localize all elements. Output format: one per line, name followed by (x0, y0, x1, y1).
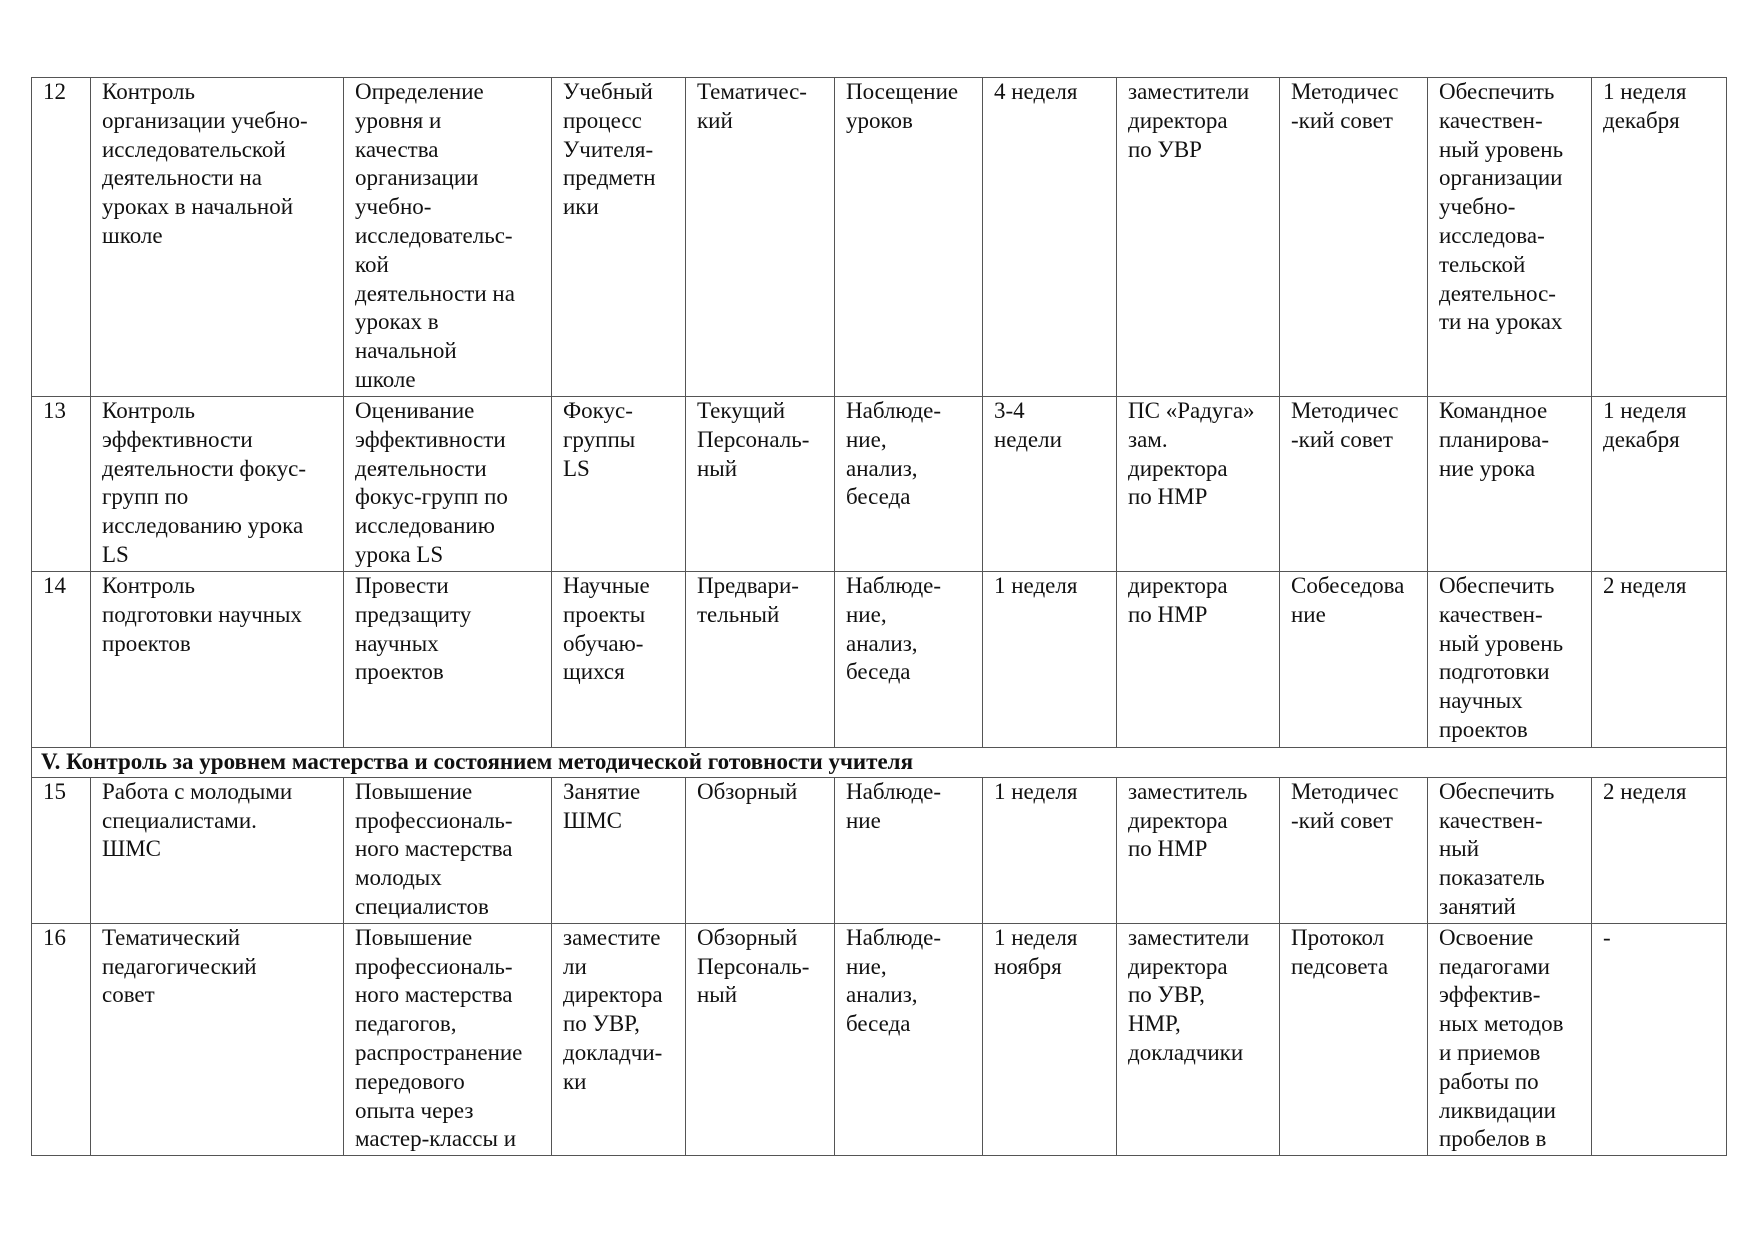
control-object: Научные проекты обучаю- щихся (552, 572, 686, 748)
summary-place: Методичес -кий совет (1280, 78, 1428, 397)
expected-result: Освоение педагогами эффектив- ных методов и приемов работы по ликвидации пробелов в (1428, 923, 1592, 1155)
table-row (32, 397, 1727, 572)
control-topic: Контроль организации учебно- исследовательской деятельности на уроках в начальной школе (91, 78, 344, 397)
repeat-control: - (1592, 923, 1727, 1155)
row-number: 15 (32, 777, 91, 923)
summary-place: Протокол педсовета (1280, 923, 1428, 1155)
control-topic: Контроль подготовки научных проектов (91, 572, 344, 748)
control-term: 1 неделя (983, 777, 1117, 923)
control-plan-table (31, 77, 1727, 1156)
table-row (32, 777, 1727, 923)
control-term: 4 неделя (983, 78, 1117, 397)
control-object: Учебный процесс Учителя- предметн ики (552, 78, 686, 397)
control-method: Наблюде- ние, анализ, беседа (835, 923, 983, 1155)
row-number: 12 (32, 78, 91, 397)
expected-result: Обеспечить качествен- ный уровень организации учебно- исследова- тельской деятельнос- ти на уроках (1428, 78, 1592, 397)
control-type: Тематичес- кий (686, 78, 835, 397)
summary-place: Собеседова ние (1280, 572, 1428, 748)
expected-result: Обеспечить качествен- ный уровень подготовки научных проектов (1428, 572, 1592, 748)
repeat-control: 2 неделя (1592, 572, 1727, 748)
control-goal: Повышение профессиональ- ного мастерства педагогов, распространение передового опыта через мастер-классы и (344, 923, 552, 1155)
expected-result: Командное планирова- ние урока (1428, 397, 1592, 572)
table-row (32, 78, 1727, 397)
control-goal: Повышение профессиональ- ного мастерства молодых специалистов (344, 777, 552, 923)
control-method: Посещение уроков (835, 78, 983, 397)
summary-place: Методичес -кий совет (1280, 397, 1428, 572)
summary-place: Методичес -кий совет (1280, 777, 1428, 923)
repeat-control: 1 неделя декабря (1592, 78, 1727, 397)
row-number: 14 (32, 572, 91, 748)
control-topic: Тематический педагогический совет (91, 923, 344, 1155)
row-number: 13 (32, 397, 91, 572)
control-type: Обзорный (686, 777, 835, 923)
control-type: Предвари- тельный (686, 572, 835, 748)
control-type: Текущий Персональ- ный (686, 397, 835, 572)
control-topic: Контроль эффективности деятельности фокус- групп по исследованию урока LS (91, 397, 344, 572)
control-type: Обзорный Персональ- ный (686, 923, 835, 1155)
section-title: V. Контроль за уровнем мастерства и состоянием методической готовности учителя (32, 748, 1727, 778)
control-method: Наблюде- ние, анализ, беседа (835, 397, 983, 572)
responsible: директора по НМР (1117, 572, 1280, 748)
row-number: 16 (32, 923, 91, 1155)
control-goal: Оценивание эффективности деятельности фокус-групп по исследованию урока LS (344, 397, 552, 572)
control-method: Наблюде- ние, анализ, беседа (835, 572, 983, 748)
control-goal: Провести предзащиту научных проектов (344, 572, 552, 748)
control-object: заместите ли директора по УВР, докладчи- ки (552, 923, 686, 1155)
table-row (32, 572, 1727, 748)
control-goal: Определение уровня и качества организации учебно- исследовательс- кой деятельности на уроках в начальной школе (344, 78, 552, 397)
responsible: заместитель директора по НМР (1117, 777, 1280, 923)
control-term: 1 неделя ноября (983, 923, 1117, 1155)
section-row (32, 748, 1727, 778)
table-row (32, 923, 1727, 1155)
responsible: ПС «Радуга» зам. директора по НМР (1117, 397, 1280, 572)
responsible: заместители директора по УВР (1117, 78, 1280, 397)
control-term: 1 неделя (983, 572, 1117, 748)
expected-result: Обеспечить качествен- ный показатель занятий (1428, 777, 1592, 923)
control-method: Наблюде- ние (835, 777, 983, 923)
control-object: Занятие ШМС (552, 777, 686, 923)
repeat-control: 1 неделя декабря (1592, 397, 1727, 572)
responsible: заместители директора по УВР, НМР, докладчики (1117, 923, 1280, 1155)
control-topic: Работа с молодыми специалистами. ШМС (91, 777, 344, 923)
control-term: 3-4 недели (983, 397, 1117, 572)
repeat-control: 2 неделя (1592, 777, 1727, 923)
control-object: Фокус- группы LS (552, 397, 686, 572)
